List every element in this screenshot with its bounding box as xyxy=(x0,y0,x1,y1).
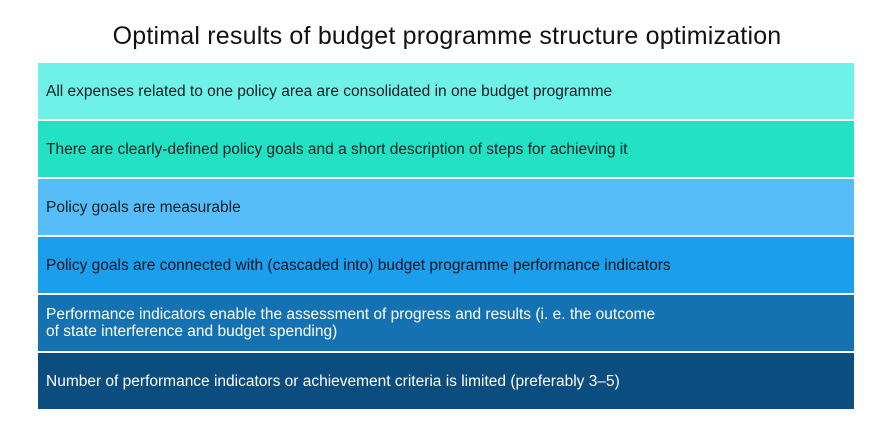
diagram-title: Optimal results of budget programme structure optimization xyxy=(112,22,782,50)
result-row-5 xyxy=(38,295,854,351)
result-row-text: All expenses related to one policy area are consolidated in one budget programme xyxy=(46,82,613,100)
result-row-text: Policy goals are connected with (cascaded into) budget programme performance indicators xyxy=(46,256,671,274)
result-row-4 xyxy=(38,237,854,293)
result-row-2 xyxy=(38,121,854,177)
result-row-text: Number of performance indicators or achievement criteria is limited (preferably 3–5) xyxy=(46,372,620,390)
result-row-text: There are clearly-defined policy goals and a short description of steps for achieving it xyxy=(46,140,628,158)
result-row-6 xyxy=(38,353,854,409)
result-row-3 xyxy=(38,179,854,235)
result-row-text: Policy goals are measurable xyxy=(46,198,241,216)
result-row-1 xyxy=(38,63,854,119)
result-row-text: Performance indicators enable the assessment of progress and results (i. e. the outcome of state interference and budget spending) xyxy=(46,306,656,340)
results-stack xyxy=(38,63,854,409)
